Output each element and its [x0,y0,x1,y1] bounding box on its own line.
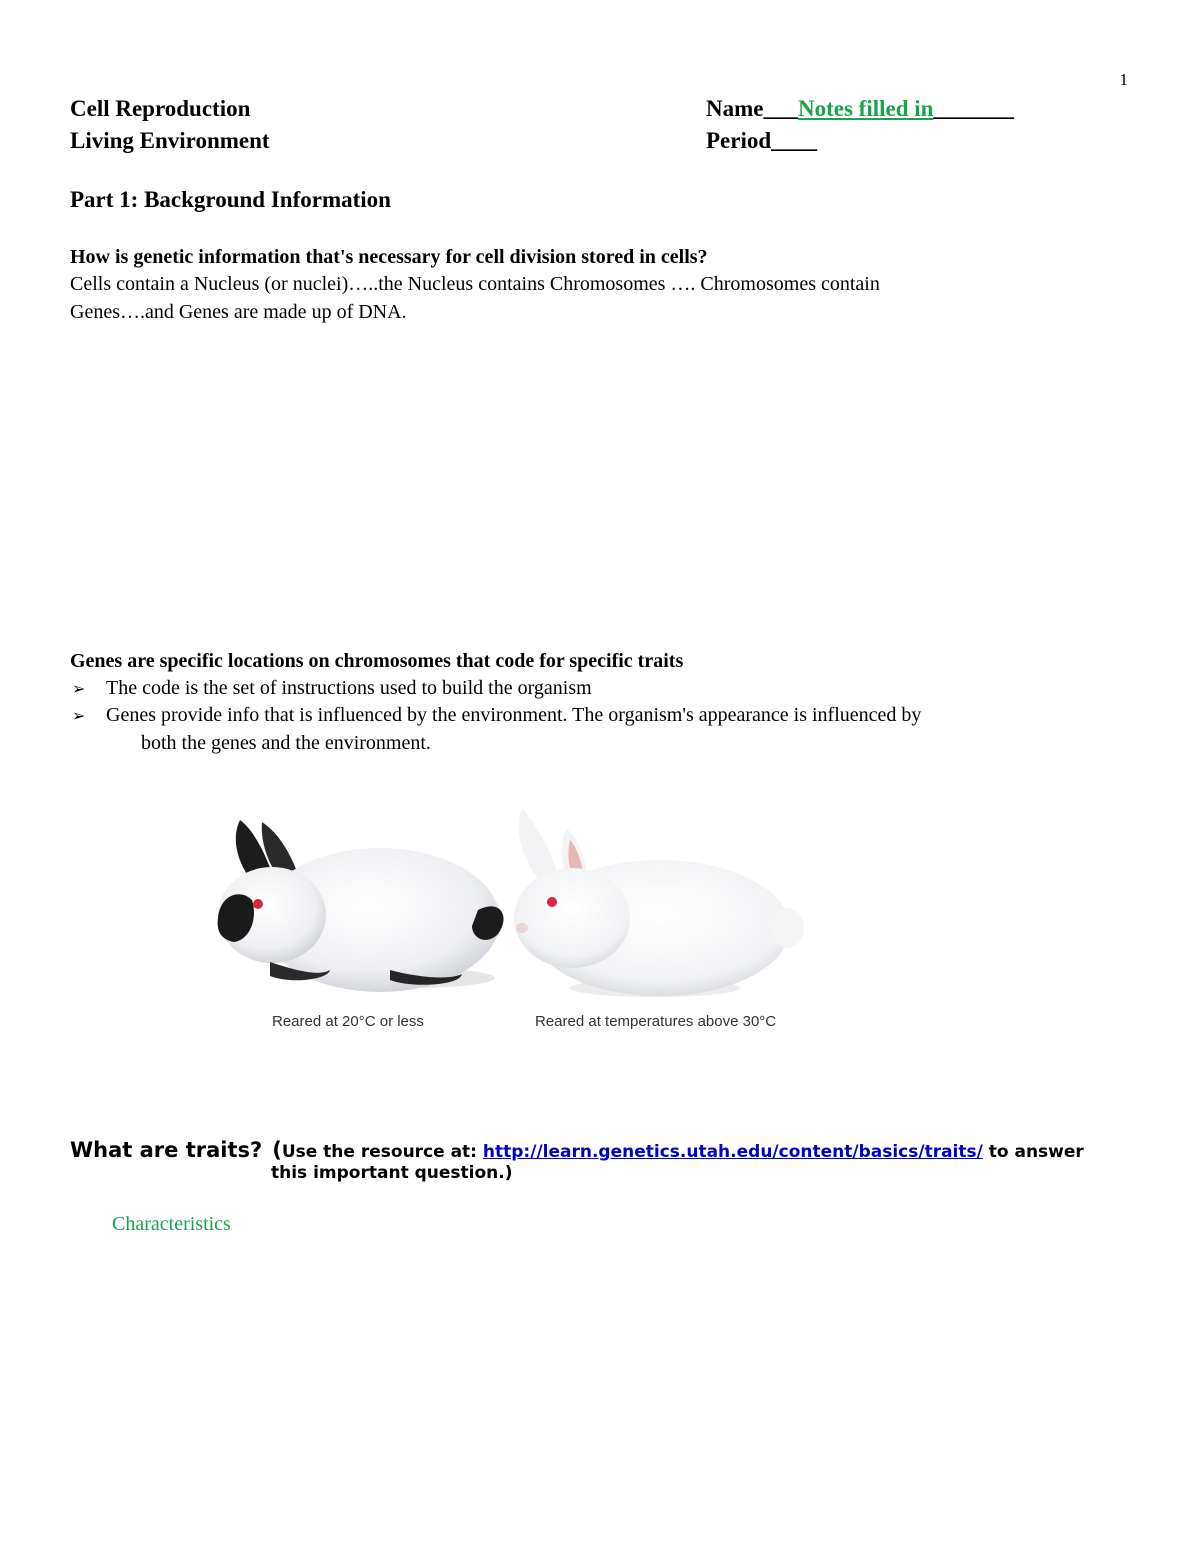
figure-caption-warm: Reared at temperatures above 30°C [535,1013,777,1030]
course-name: Living Environment [70,128,270,153]
resource-instruction-line2: this important question.) [271,1163,513,1183]
name-field [706,96,1014,122]
name-value: Notes filled in [797,96,934,121]
part1-heading: Part 1: Background Information [70,187,391,212]
figure-caption-cold: Reared at 20°C or less [272,1013,424,1030]
period-field: Period____ [706,128,818,153]
traits-answer: Characteristics [112,1213,231,1235]
page-number: 1 [1119,70,1128,89]
traits-question-line [70,1138,1084,1162]
genes-bullet-1 [72,677,592,700]
storage-answer-line2: Genes….and Genes are made up of DNA. [70,301,407,323]
document-title: Cell Reproduction [70,96,251,121]
storage-question: How is genetic information that's necessary for cell division stored in cells? [70,246,708,268]
arrow-bullet-icon: ➢ [72,706,86,725]
traits-question: What are traits? [70,1138,263,1162]
rabbit-comparison-figure [210,800,820,1040]
arrow-bullet-icon: ➢ [72,679,86,698]
bullet-1-text: The code is the set of instructions used to build the organism [106,677,592,699]
name-label: Name___ [706,96,798,121]
resource-instruction-prefix: Use the resource at: [281,1142,483,1162]
himalayan-rabbit-cold [218,820,504,992]
traits-resource-link[interactable]: http://learn.genetics.utah.edu/content/basics/traits/ [482,1142,983,1162]
open-paren: ( [272,1138,282,1162]
white-rabbit-warm [514,808,804,997]
bullet-2-text: Genes provide info that is influenced by the environment. The organism's appearance is influenced by [106,704,922,726]
genes-heading: Genes are specific locations on chromosomes that code for specific traits [70,650,684,672]
genes-bullet-2 [72,704,921,727]
resource-instruction-suffix: to answer [982,1142,1084,1162]
name-trailing-blank: _______ [933,96,1014,121]
storage-answer-line1: Cells contain a Nucleus (or nuclei)…..the Nucleus contains Chromosomes …. Chromosomes contain [70,273,880,295]
bullet-2-continuation: both the genes and the environment. [141,732,431,754]
